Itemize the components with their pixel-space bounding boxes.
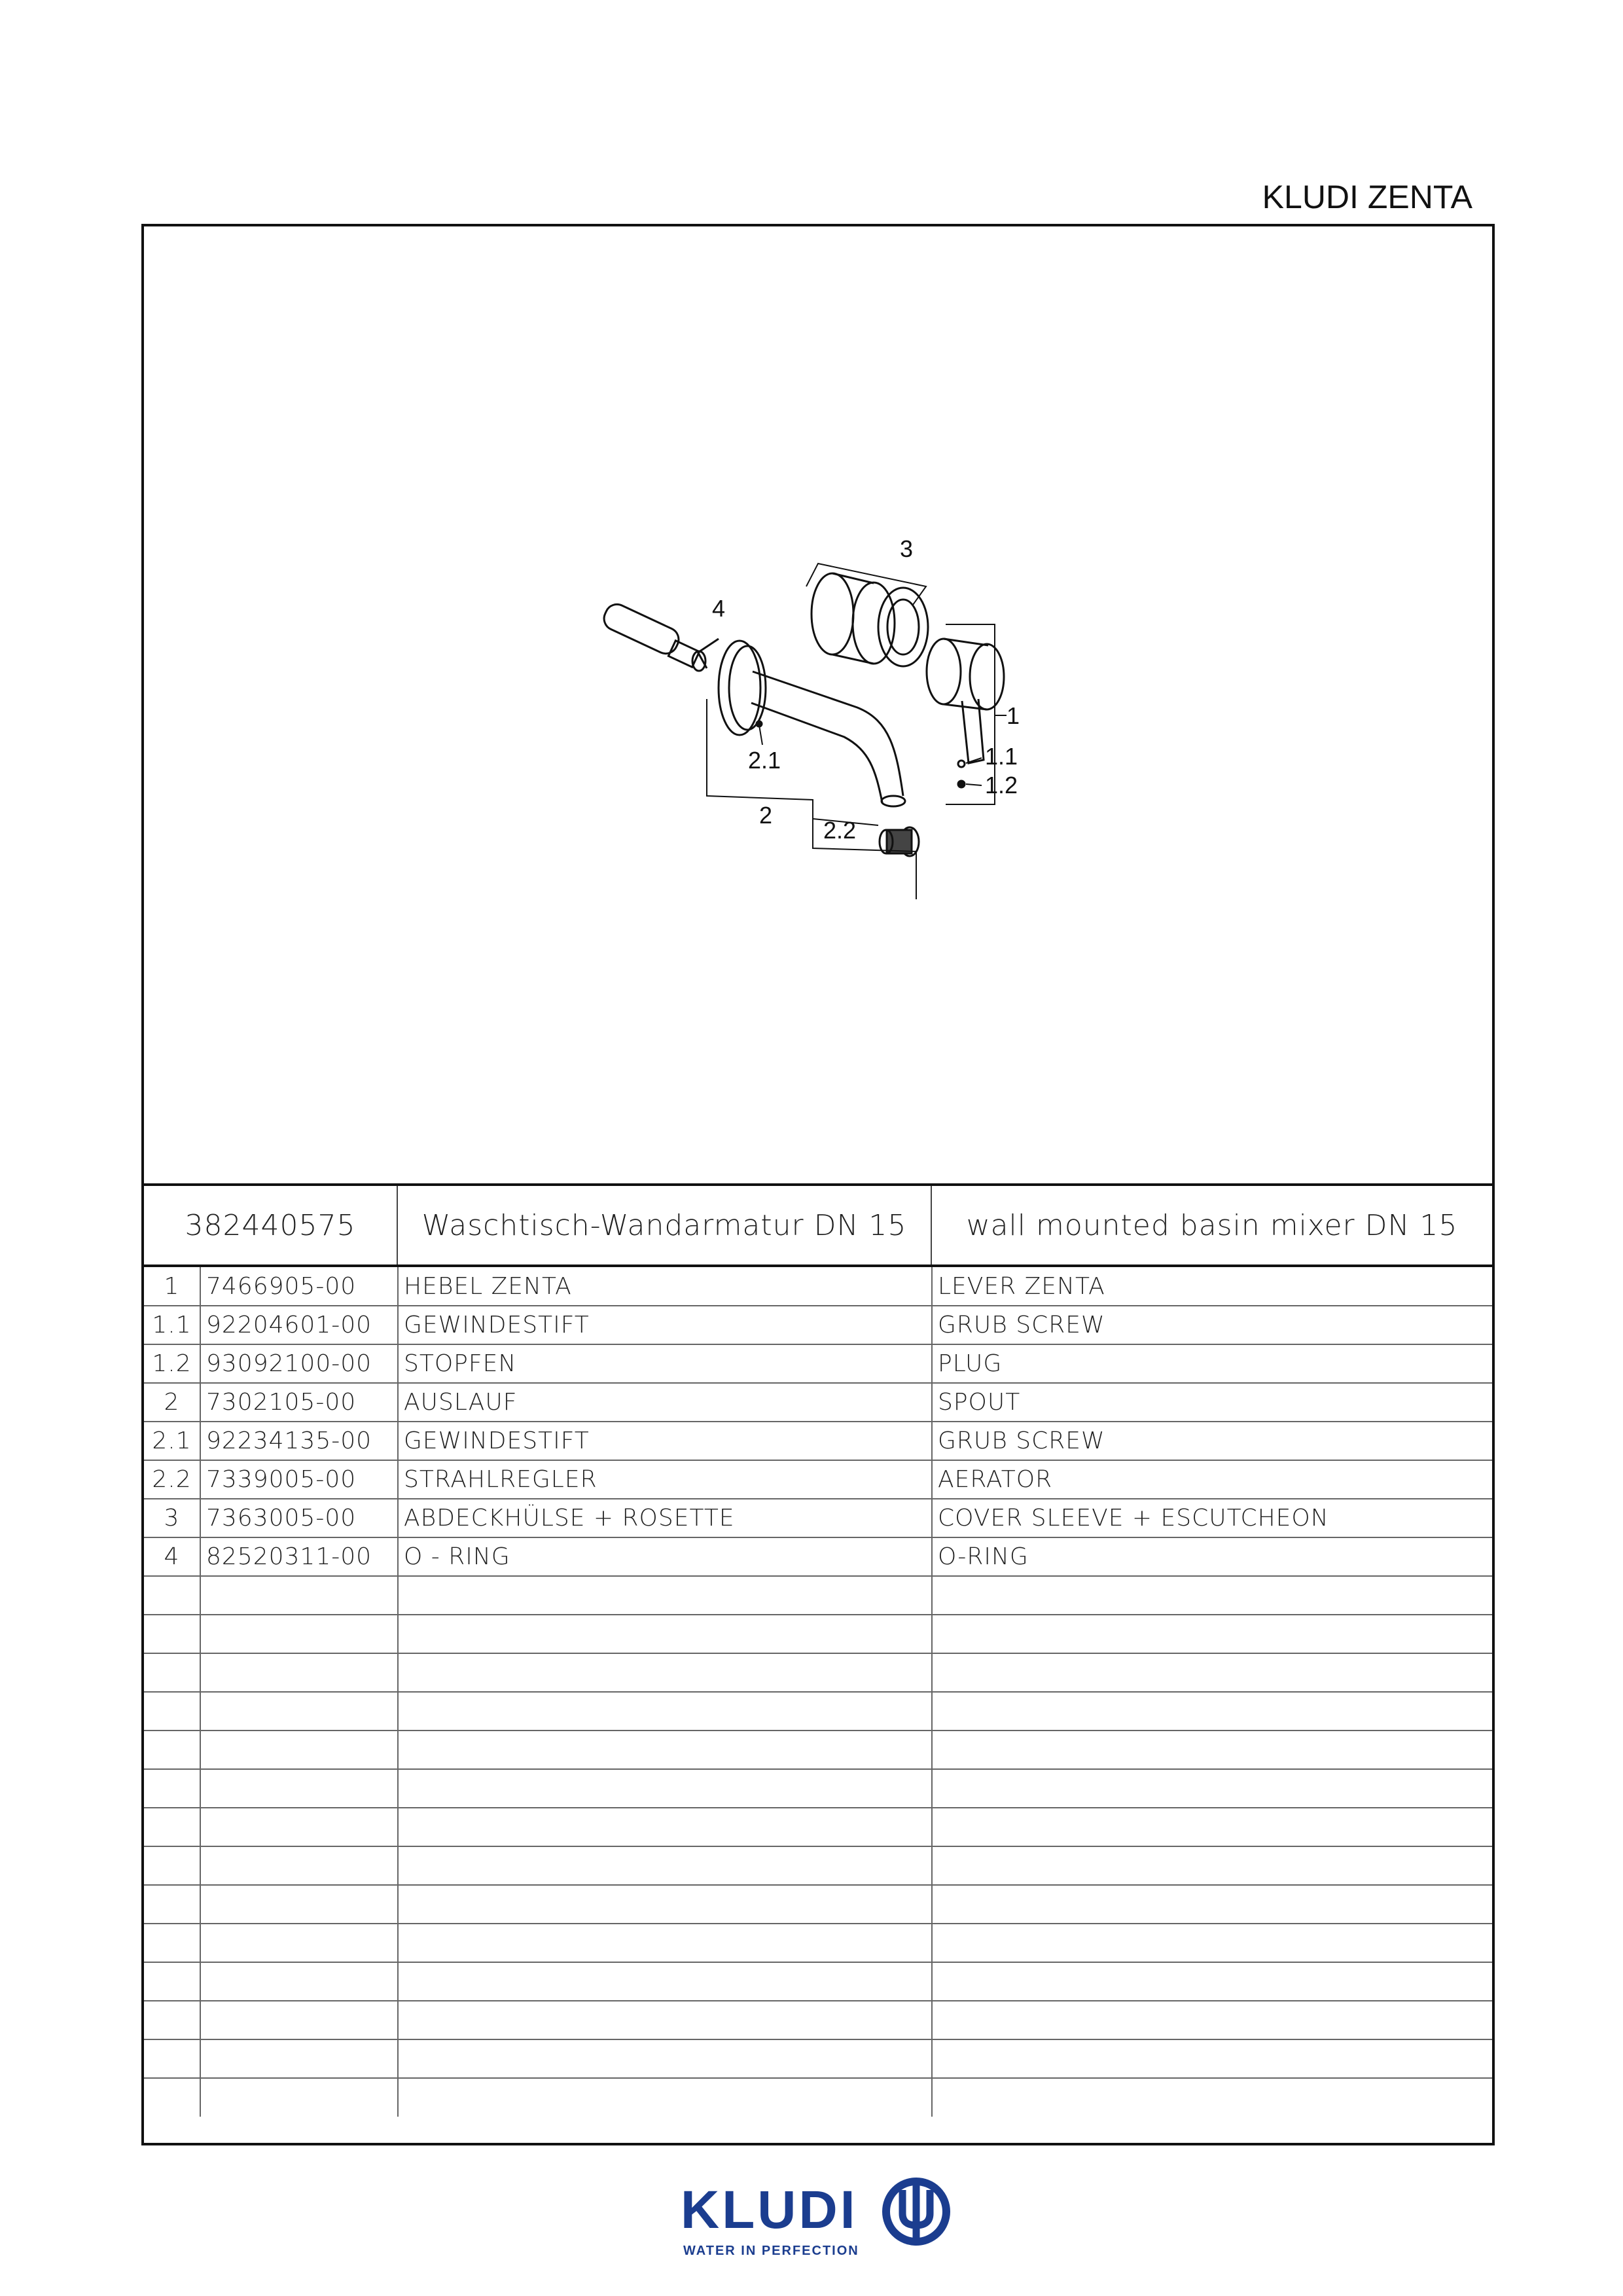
logo-wordmark: KLUDI — [681, 2180, 858, 2240]
empty-table-row — [144, 1885, 1492, 1924]
empty-table-row — [144, 1808, 1492, 1846]
callout-3: 3 — [900, 535, 914, 562]
part-name-english: COVER SLEEVE + ESCUTCHEON — [932, 1499, 1492, 1537]
empty-table-row — [144, 2001, 1492, 2039]
part-position: 3 — [144, 1499, 200, 1537]
part-name-german: O - RING — [398, 1537, 932, 1576]
part-4-shaft — [600, 601, 707, 668]
empty-table-row — [144, 1846, 1492, 1885]
part-name-english: GRUB SCREW — [932, 1306, 1492, 1344]
document-title: KLUDI ZENTA — [1262, 179, 1472, 215]
table-row — [144, 1306, 1492, 1344]
part-position: 1.1 — [144, 1306, 200, 1344]
exploded-view-svg — [144, 226, 1492, 1183]
part-number: 7466905-00 — [200, 1267, 398, 1306]
article-number: 382440575 — [144, 1186, 398, 1265]
part-name-german: GEWINDESTIFT — [398, 1422, 932, 1460]
part-name-english: PLUG — [932, 1344, 1492, 1383]
empty-table-row — [144, 1692, 1492, 1731]
table-row — [144, 1383, 1492, 1422]
part-name-german: STRAHLREGLER — [398, 1460, 932, 1499]
part-number: 82520311-00 — [200, 1537, 398, 1576]
kludi-logo — [674, 2173, 955, 2265]
callout-1: 1 — [1007, 702, 1020, 729]
part-position: 2.2 — [144, 1460, 200, 1499]
part-name-english: AERATOR — [932, 1460, 1492, 1499]
empty-table-row — [144, 1769, 1492, 1808]
part-number: 7302105-00 — [200, 1383, 398, 1422]
part-number: 7339005-00 — [200, 1460, 398, 1499]
table-row — [144, 1267, 1492, 1306]
part-number: 7363005-00 — [200, 1499, 398, 1537]
exploded-view-drawing — [144, 226, 1492, 1186]
part-number: 92204601-00 — [200, 1306, 398, 1344]
empty-table-row — [144, 2078, 1492, 2117]
empty-table-row — [144, 1731, 1492, 1769]
part-number: 93092100-00 — [200, 1344, 398, 1383]
part-position: 4 — [144, 1537, 200, 1576]
part-position: 2 — [144, 1383, 200, 1422]
part-position: 2.1 — [144, 1422, 200, 1460]
part-name-german: STOPFEN — [398, 1344, 932, 1383]
part-name-english: LEVER ZENTA — [932, 1267, 1492, 1306]
description-english: wall mounted basin mixer DN 15 — [966, 1208, 1458, 1242]
callout-2-2: 2.2 — [823, 817, 857, 844]
part-name-german: HEBEL ZENTA — [398, 1267, 932, 1306]
parts-sheet — [141, 224, 1495, 2145]
description-german: Waschtisch-Wandarmatur DN 15 — [398, 1186, 932, 1265]
part-name-english: GRUB SCREW — [932, 1422, 1492, 1460]
empty-table-row — [144, 2039, 1492, 2078]
empty-table-row — [144, 1576, 1492, 1615]
callout-2-1: 2.1 — [748, 747, 781, 774]
table-row — [144, 1499, 1492, 1537]
part-position: 1.2 — [144, 1344, 200, 1383]
empty-table-row — [144, 1615, 1492, 1653]
part-position: 1 — [144, 1267, 200, 1306]
part-name-german: AUSLAUF — [398, 1383, 932, 1422]
empty-table-row — [144, 1962, 1492, 2001]
part-name-english: O-RING — [932, 1537, 1492, 1576]
product-header-row — [144, 1186, 1492, 1267]
part-number: 92234135-00 — [200, 1422, 398, 1460]
empty-table-row — [144, 1924, 1492, 1962]
callout-2: 2 — [759, 802, 773, 829]
parts-list-table — [144, 1267, 1492, 2117]
part-name-english: SPOUT — [932, 1383, 1492, 1422]
table-row — [144, 1344, 1492, 1383]
table-row — [144, 1460, 1492, 1499]
callout-lines — [707, 564, 1007, 899]
part-name-german: GEWINDESTIFT — [398, 1306, 932, 1344]
table-row — [144, 1422, 1492, 1460]
part-name-german: ABDECKHÜLSE + ROSETTE — [398, 1499, 932, 1537]
table-row — [144, 1537, 1492, 1576]
logo-mark-icon — [880, 2176, 952, 2248]
empty-table-row — [144, 1653, 1492, 1692]
part-3-cover-sleeve — [812, 573, 928, 666]
callout-1-1: 1.1 — [985, 743, 1018, 770]
callout-4: 4 — [712, 595, 726, 622]
logo-tagline: WATER IN PERFECTION — [683, 2244, 859, 2258]
part-2-spout — [719, 641, 905, 806]
callout-1-2: 1.2 — [985, 772, 1018, 798]
